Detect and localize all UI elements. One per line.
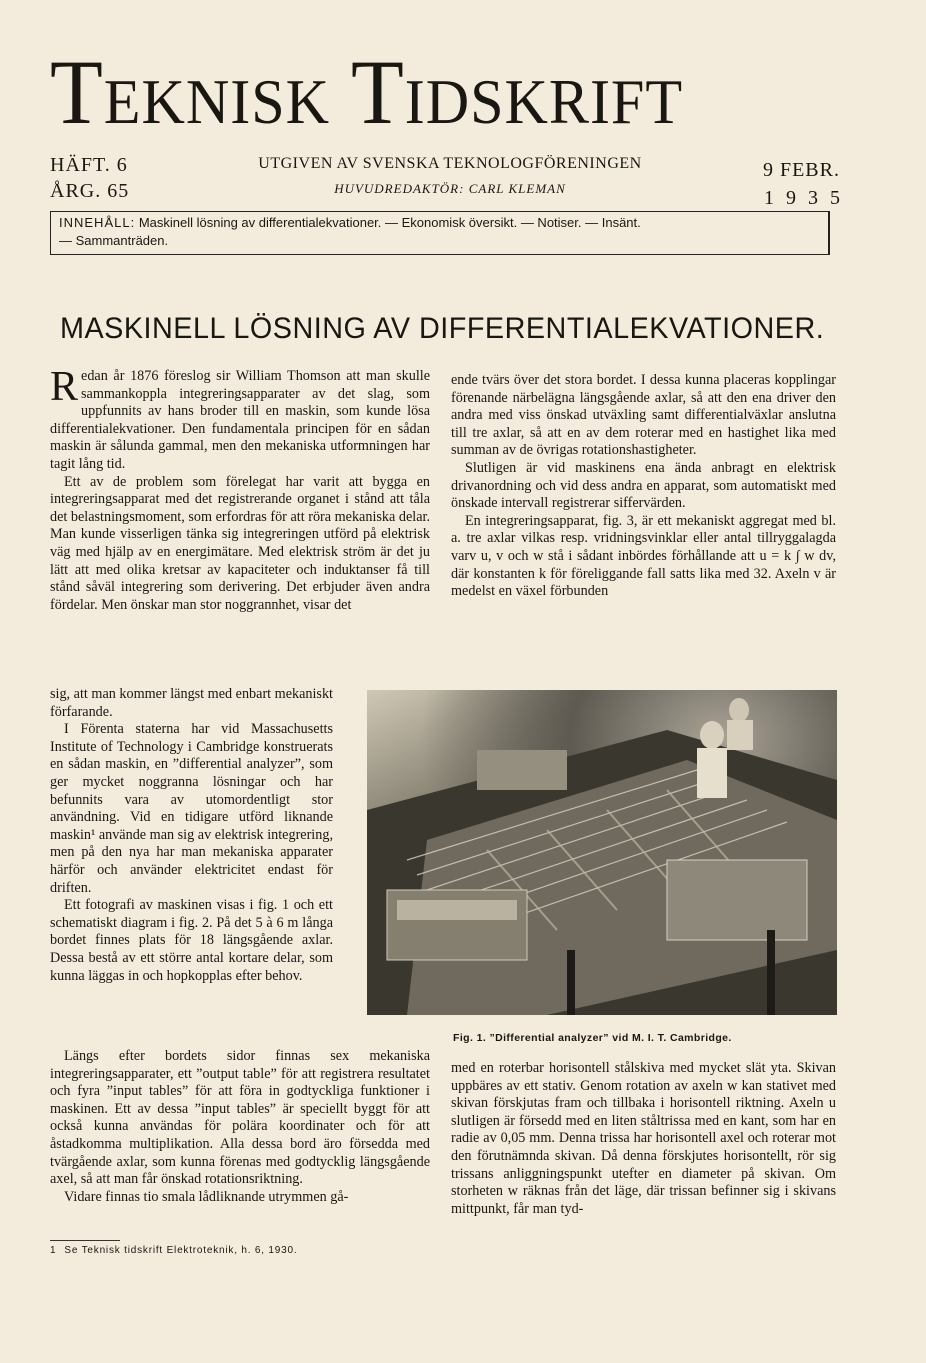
editor-line: HUVUDREDAKTÖR: CARL KLEMAN (334, 181, 566, 196)
publisher-block (200, 155, 700, 197)
left-column-top (50, 364, 430, 614)
toc-label: INNEHÅLL: (59, 215, 136, 230)
paragraph-3: I Förenta staterna har vid Massachusetts Institute of Technology i Cambridge konstruerats en sådan maskin, en ”differential analyzer”, som ger mycket noggranna lösningar och har befunnits vara av utomordentligt stor användning. Vid en tidigare utförd liknande maskin¹ använde man sig av elektrisk integrering, men på den nya har man mekaniska apparater härför och använder elektricitet endast för driften. (50, 721, 333, 896)
paragraph-r3: En integreringsapparat, fig. 3, är ett mekaniskt aggregat med bl. a. tre axlar vilkas resp. vridningsvinklar eller antal tillryggalagda varv u, v och w stå i sådant inbördes förhållande att u = k ∫ w dv, där konstanten k för föreliggande fall satts lika med 32. Axeln v är medelst en växel förbunden (451, 512, 836, 600)
toc-line-1: Maskinell lösning av differentialekvationer. — Ekonomisk översikt. — Notiser. — Insänt. (138, 215, 641, 230)
drop-cap: R (50, 364, 79, 410)
paragraph-r4: med en roterbar horisontell stålskiva med mycket slät yta. Skivan uppbäres av ett stativ. Genom rotation av axeln w kan stativet med skivan förskjutas fram och tillbaka i horisontell riktning. Axeln u slutligen är försedd med en liten ståltrissa med en kant, som har en radie av 0,05 mm. Denna trissa har horisontell axel och roterar mot den förutnämnda skivan. Då denna förskjutes horisontellt, rör sig trissans anliggningspunkt utefter en diameter på skivan. Om storheten w räknas från det läge, där trissan befinner sig i skivans mittpunkt, får man tyd- (451, 1060, 836, 1217)
footnote (50, 1245, 430, 1256)
paragraph-1-text: edan år 1876 föreslog sir William Thomson att man skulle sammankoppla integreringsapparater av det slag, som uppfunnits av hans broder till en maskin, som kunde lösa differentialekvationer. Den fundamentala principen för en sådan maskin är sålunda gammal, men den mekaniska utformningen har tagit lång tid. (50, 368, 430, 472)
paragraph-5: Längs efter bordets sidor finnas sex mekaniska integreringsapparater, ett ”output table” för att registrera resultatet och fyra ”input tables” för att föra in godtyckliga funktioner i maskinen. Ett av dessa ”input tables” är speciellt byggt för att också kunna användas för polära koordinater och för att åstadkomma multiplikation. Alla dessa bord äro försedda med tvärgående axlar, som kunna förenas med godtycklig längsgående axel, så att man får önskad rotationsriktning. (50, 1048, 430, 1188)
right-column-bottom (451, 1060, 836, 1218)
toc-line-2: — Sammanträden. (59, 233, 169, 248)
footnote-rule (50, 1240, 120, 1241)
left-column-narrow (50, 686, 333, 985)
right-column-top (451, 372, 836, 601)
issue-date: 9 FEBR. (762, 159, 840, 181)
masthead-title: Teknisk Tidskrift (50, 41, 684, 143)
footnote-marker: 1 (50, 1245, 57, 1256)
paragraph-r1: ende tvärs över det stora bordet. I dessa kunna placeras kopplingar förenande närbelägna längsgående axlar, så att den ena driver den andra med viss önskad utväxling samt differentialväxlar anslutna till tre axlar, så att en av dem roterar med en hastighet lika med summan av de övrigas rotationshastigheter. (451, 372, 836, 459)
issue-date-block (700, 156, 852, 212)
paragraph-4: Ett fotografi av maskinen visas i fig. 1 och ett schematiskt diagram i fig. 2. På det 5 à 6 m långa bordet finnes plats för 18 längsgående axlar. Dessa bestå av ett större antal kortare delar, som kunna läggas in och hopkopplas efter behov. (50, 897, 333, 984)
paragraph (50, 364, 430, 474)
figure-caption: Fig. 1. ”Differential analyzer” vid M. I. T. Cambridge. (453, 1032, 732, 1044)
paragraph-2: Ett av de problem som förelegat har varit att bygga en integreringsapparat med det registrerande organet i stånd att tåla det belastningsmoment, som erfordras för att röra mekaniska delar. Man kunde visserligen tänka sig integreringen utförd på elektrisk väg med hjälp av en energimätare. Med elektrisk ström är det ju lätt att med olika kretsar av kapaciteter och induktanser få till stånd såväl integrering som derivering. Det erbjuder även andra fördelar. Men önskar man stor noggrannhet, visar det (50, 473, 430, 613)
issue-number-block (50, 152, 129, 204)
paragraph-2-continued: sig, att man kommer längst med enbart mekaniskt förfarande. (50, 686, 333, 720)
photo-illustration (367, 690, 837, 1015)
table-of-contents (50, 211, 830, 255)
issue-haft: HÄFT. 6 (50, 154, 128, 176)
issue-year: 1935 (764, 187, 852, 209)
paragraph-6: Vidare finnas tio smala lådliknande utrymmen gå- (64, 1188, 349, 1205)
article-title: MASKINELL LÖSNING AV DIFFERENTIALEKVATIONER. (60, 312, 825, 345)
paragraph-r2: Slutligen är vid maskinens ena ända anbragt en elektrisk drivanordning och vid dess andra en apparat, som automatiskt med önskade intervall registrerar siffervärden. (451, 459, 836, 512)
issue-arg: ÅRG. 65 (50, 180, 130, 202)
differential-analyzer-photo (367, 690, 837, 1015)
footnote-text: Se Teknisk tidskrift Elektroteknik, h. 6, 1930. (64, 1245, 298, 1256)
publisher-line: UTGIVEN AV SVENSKA TEKNOLOGFÖRENINGEN (258, 155, 642, 172)
left-column-bottom (50, 1048, 430, 1206)
